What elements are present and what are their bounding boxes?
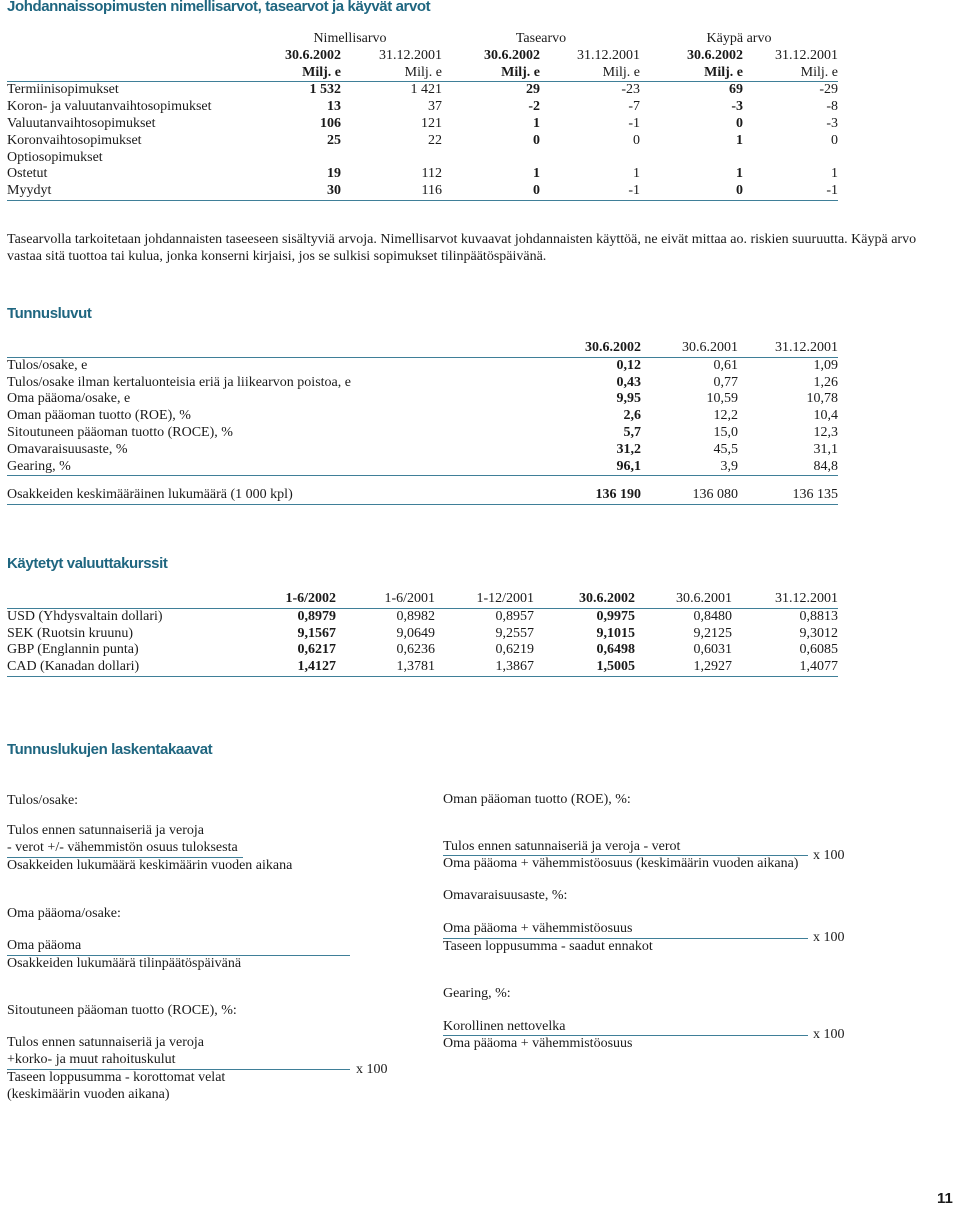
row-label: Omavaraisuusaste, % <box>7 441 128 457</box>
table-row <box>7 375 838 392</box>
eqps-formula-name: Oma pääoma/osake: <box>7 906 121 921</box>
shares-value: 136 190 <box>540 487 641 504</box>
value-cell: 0,6085 <box>799 642 838 658</box>
value-cell: 30 <box>258 183 341 200</box>
value-cell: 0,43 <box>616 374 641 390</box>
value-cell: 9,2125 <box>693 625 732 641</box>
date-cell: 30.6.2002 <box>484 47 540 63</box>
row-label: Valuutanvaihtosopimukset <box>7 115 156 131</box>
header-cell: 1-6/2001 <box>336 591 435 608</box>
value-cell: -23 <box>621 82 640 98</box>
header-cell: 30.6.2002 <box>534 591 635 608</box>
value-cell: 0,8982 <box>396 608 435 624</box>
value-cell: 0,8480 <box>693 608 732 624</box>
value-cell: 0,6219 <box>495 642 534 658</box>
row-label: Oman pääoman tuotto (ROE), % <box>7 408 191 424</box>
table-row <box>7 150 838 167</box>
row-label: Termiinisopimukset <box>7 82 119 98</box>
group-nominal: Nimellisarvo <box>313 31 387 46</box>
value-cell: 1,4127 <box>245 659 336 676</box>
value-cell: 0 <box>633 132 640 148</box>
value-cell: 9,3012 <box>799 625 838 641</box>
roe-factor: x 100 <box>813 848 845 863</box>
roe-formula-name: Oman pääoman tuotto (ROE), %: <box>443 792 631 807</box>
unit-header-row <box>7 65 838 82</box>
unit-cell: Milj. e <box>442 65 540 82</box>
table-row <box>7 357 838 374</box>
formulas-title: Tunnuslukujen laskentakaavat <box>7 741 213 758</box>
value-cell: -3 <box>731 99 743 115</box>
value-cell: 25 <box>327 132 341 148</box>
shares-table <box>7 487 838 505</box>
value-cell: 3,9 <box>641 459 738 476</box>
value-cell: 12,2 <box>713 408 738 424</box>
table-row <box>7 659 838 676</box>
value-cell: 0 <box>736 115 743 131</box>
roce-numerator: Tulos ennen satunnaiseriä ja veroja <box>7 1035 204 1050</box>
page-number: 11 <box>937 1190 953 1207</box>
table-row <box>7 425 838 442</box>
value-cell: 37 <box>428 99 442 115</box>
gearing-numerator: Korollinen nettovelka <box>443 1019 566 1034</box>
value-cell: 9,0649 <box>396 625 435 641</box>
value-cell: 10,78 <box>806 391 838 407</box>
shares-value: 136 080 <box>641 487 738 504</box>
key-figures-title: Tunnusluvut <box>7 305 92 322</box>
row-label: Myydyt <box>7 183 258 200</box>
value-cell: -29 <box>819 82 838 98</box>
value-cell: -1 <box>743 183 838 200</box>
value-cell: -8 <box>826 99 838 115</box>
unit-cell: Milj. e <box>341 65 442 82</box>
value-cell: 121 <box>421 115 442 131</box>
solvency-numerator: Oma pääoma + vähemmistöosuus <box>443 921 633 936</box>
value-cell: 13 <box>327 99 341 115</box>
value-cell: 1,5005 <box>534 659 635 676</box>
derivatives-note: Tasearvolla tarkoitetaan johdannaisten taseeseen sisältyviä arvoja. Nimellisarvot kuvaavat johdannaisten käyttöä, ne eivät mittaa ao. riskien suuruutta. Käypä arvo vastaa sitä tuottoa tai kulua, jonka konserni kirjaisi, jos se sulkisi sopimukset tilinpäätöspäivänä. <box>7 232 917 264</box>
value-cell: 84,8 <box>738 459 838 476</box>
row-label: USD (Yhdysvaltain dollari) <box>7 608 163 624</box>
row-label: Oma pääoma/osake, e <box>7 391 131 407</box>
value-cell <box>442 150 540 167</box>
roce-denominator-cont: (keskimäärin vuoden aikana) <box>7 1087 170 1102</box>
key-figures-header-row <box>7 340 838 357</box>
roce-denominator: Taseen loppusumma - korottomat velat <box>7 1070 226 1085</box>
value-cell: 0,12 <box>616 357 641 373</box>
value-cell: 0,6236 <box>396 642 435 658</box>
value-cell: 19 <box>327 166 341 182</box>
value-cell: 31,2 <box>616 441 641 457</box>
table-row <box>7 116 838 133</box>
value-cell: 2,6 <box>623 408 641 424</box>
value-cell: 0,9975 <box>596 608 635 624</box>
table-row <box>7 608 838 625</box>
gearing-factor: x 100 <box>813 1027 845 1042</box>
value-cell: 1 <box>831 166 838 182</box>
roce-factor: x 100 <box>356 1062 388 1077</box>
header-cell: 31.12.2001 <box>738 340 838 357</box>
currency-header-row <box>7 591 838 608</box>
unit-cell: Milj. e <box>258 65 341 82</box>
value-cell: 1 421 <box>410 82 442 98</box>
group-fair: Käypä arvo <box>706 31 772 46</box>
unit-cell: Milj. e <box>640 65 743 82</box>
solvency-factor: x 100 <box>813 930 845 945</box>
value-cell: 69 <box>729 82 743 98</box>
value-cell: 1 <box>533 115 540 131</box>
solvency-denominator: Taseen loppusumma - saadut ennakot <box>443 939 653 954</box>
roce-formula-name: Sitoutuneen pääoman tuotto (ROCE), %: <box>7 1003 237 1018</box>
value-cell: 0,6217 <box>297 642 336 658</box>
unit-cell: Milj. e <box>540 65 640 82</box>
value-cell: 29 <box>526 82 540 98</box>
currency-table <box>7 591 838 677</box>
value-cell: 10,59 <box>706 391 738 407</box>
value-cell <box>341 150 442 167</box>
value-cell: 1 <box>736 132 743 148</box>
value-cell: 112 <box>421 166 442 182</box>
date-cell: 31.12.2001 <box>775 47 838 63</box>
value-cell: 0 <box>533 132 540 148</box>
value-cell: 1 <box>736 166 743 182</box>
value-cell: 45,5 <box>713 441 738 457</box>
value-cell <box>640 150 743 167</box>
table-row <box>7 642 838 659</box>
value-cell: -1 <box>540 183 640 200</box>
group-book: Tasearvo <box>515 31 567 46</box>
value-cell: 116 <box>341 183 442 200</box>
table-row <box>7 183 838 200</box>
value-cell: 9,95 <box>616 391 641 407</box>
group-header-row <box>7 31 838 48</box>
value-cell: 0 <box>831 132 838 148</box>
roce-numerator-cont: +korko- ja muut rahoituskulut <box>7 1052 176 1067</box>
value-cell: 9,2557 <box>495 625 534 641</box>
value-cell: 9,1567 <box>297 625 336 641</box>
shares-value: 136 135 <box>738 487 838 504</box>
value-cell: 12,3 <box>813 424 838 440</box>
date-cell: 30.6.2002 <box>687 47 743 63</box>
value-cell: 31,1 <box>813 441 838 457</box>
value-cell: -7 <box>628 99 640 115</box>
row-label: CAD (Kanadan dollari) <box>7 659 245 676</box>
eps-numerator: Tulos ennen satunnaiseriä ja veroja <box>7 823 204 838</box>
value-cell: -2 <box>528 99 540 115</box>
value-cell: 1,4077 <box>732 659 838 676</box>
derivatives-table <box>7 31 838 201</box>
value-cell: 106 <box>320 115 341 131</box>
gearing-formula-name: Gearing, %: <box>443 986 511 1001</box>
value-cell: 0,8957 <box>495 608 534 624</box>
header-cell: 1-6/2002 <box>245 591 336 608</box>
value-cell: 1,2927 <box>635 659 732 676</box>
table-row <box>7 133 838 150</box>
unit-cell: Milj. e <box>743 65 838 82</box>
value-cell: 96,1 <box>540 459 641 476</box>
table-row <box>7 82 838 99</box>
solvency-formula-name: Omavaraisuusaste, %: <box>443 888 568 903</box>
eps-numerator-cont: - verot +/- vähemmistön osuus tuloksesta <box>7 840 238 855</box>
row-label: Tulos/osake, e <box>7 357 88 373</box>
value-cell: 0 <box>442 183 540 200</box>
table-row <box>7 391 838 408</box>
row-label: SEK (Ruotsin kruunu) <box>7 625 133 641</box>
row-label: Optiosopimukset <box>7 149 103 165</box>
eps-formula-name: Tulos/osake: <box>7 793 79 808</box>
row-label: Gearing, % <box>7 459 540 476</box>
shares-row <box>7 487 838 504</box>
value-cell: 0,6031 <box>693 642 732 658</box>
value-cell: 10,4 <box>813 408 838 424</box>
value-cell <box>258 150 341 167</box>
key-figures-table <box>7 340 838 476</box>
table-row <box>7 459 838 476</box>
eqps-numerator: Oma pääoma <box>7 938 82 953</box>
date-cell: 31.12.2001 <box>379 47 442 63</box>
roe-denominator: Oma pääoma + vähemmistöosuus (keskimäärin vuoden aikana) <box>443 856 799 871</box>
value-cell: 1,26 <box>813 374 838 390</box>
row-label: GBP (Englannin punta) <box>7 642 139 658</box>
value-cell: -3 <box>826 115 838 131</box>
row-label: Ostetut <box>7 166 48 182</box>
header-cell: 31.12.2001 <box>732 591 838 608</box>
date-cell: 30.6.2002 <box>285 47 341 63</box>
value-cell: 1,3781 <box>336 659 435 676</box>
table-row <box>7 626 838 643</box>
table-row <box>7 442 838 459</box>
header-cell: 30.6.2002 <box>540 340 641 357</box>
value-cell: 9,1015 <box>596 625 635 641</box>
value-cell: 0 <box>640 183 743 200</box>
date-cell: 31.12.2001 <box>577 47 640 63</box>
row-label: Sitoutuneen pääoman tuotto (ROCE), % <box>7 424 233 440</box>
shares-label: Osakkeiden keskimääräinen lukumäärä (1 000 kpl) <box>7 487 540 504</box>
value-cell <box>540 150 640 167</box>
table-row <box>7 99 838 116</box>
header-cell: 1-12/2001 <box>435 591 534 608</box>
row-label: Tulos/osake ilman kertaluonteisia eriä ja liikearvon poistoa, e <box>7 374 351 390</box>
gearing-denominator: Oma pääoma + vähemmistöosuus <box>443 1036 633 1051</box>
table-row <box>7 408 838 425</box>
value-cell: 15,0 <box>713 424 738 440</box>
eps-denominator: Osakkeiden lukumäärä keskimäärin vuoden aikana <box>7 858 293 873</box>
roe-numerator: Tulos ennen satunnaiseriä ja veroja - verot <box>443 839 681 854</box>
eqps-denominator: Osakkeiden lukumäärä tilinpäätöspäivänä <box>7 956 242 971</box>
table-row <box>7 166 838 183</box>
value-cell: 5,7 <box>623 424 641 440</box>
header-cell: 30.6.2001 <box>635 591 732 608</box>
value-cell: 1 <box>633 166 640 182</box>
value-cell: 1,09 <box>813 357 838 373</box>
currency-title: Käytetyt valuuttakurssit <box>7 555 168 572</box>
value-cell: 0,8979 <box>297 608 336 624</box>
value-cell: 0,77 <box>713 374 738 390</box>
value-cell: 1 532 <box>309 82 341 98</box>
derivatives-title: Johdannaissopimusten nimellisarvot, tasearvot ja käyvät arvot <box>7 0 431 15</box>
value-cell: 0,8813 <box>799 608 838 624</box>
value-cell: 0,6498 <box>596 642 635 658</box>
value-cell: 22 <box>428 132 442 148</box>
value-cell <box>743 150 838 167</box>
value-cell: 0,61 <box>713 357 738 373</box>
date-header-row <box>7 48 838 65</box>
value-cell: -1 <box>628 115 640 131</box>
value-cell: 1,3867 <box>435 659 534 676</box>
header-cell: 30.6.2001 <box>641 340 738 357</box>
row-label: Koronvaihtosopimukset <box>7 132 142 148</box>
value-cell: 1 <box>533 166 540 182</box>
row-label: Koron- ja valuutanvaihtosopimukset <box>7 99 212 115</box>
